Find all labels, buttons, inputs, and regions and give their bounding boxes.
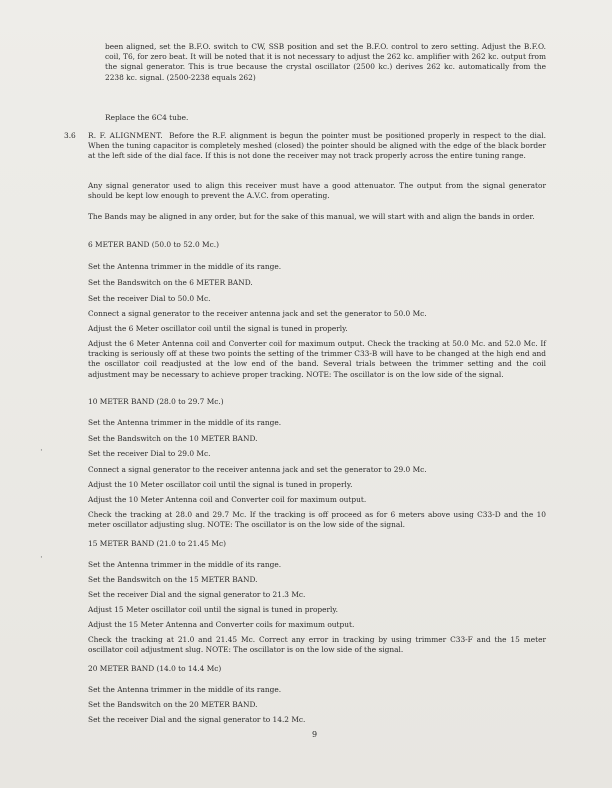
band-15m-step: Adjust 15 Meter oscillator coil until the signal is tuned in properly. <box>88 605 338 614</box>
band-heading-6m: 6 METER BAND (50.0 to 52.0 Mc.) <box>88 240 219 249</box>
band-10m-step: Connect a signal generator to the receiver antenna jack and set the generator to 29.0 Mc. <box>88 465 427 474</box>
rf-alignment-paragraph <box>88 131 546 162</box>
band-heading-10m: 10 METER BAND (28.0 to 29.7 Mc.) <box>88 397 224 406</box>
signal-generator-note: Any signal generator used to align this receiver must have a good attenuator. The output from the signal generator should be kept low enough to prevent the A.V.C. from operating. <box>88 181 546 201</box>
band-15m-step: Check the tracking at 21.0 and 21.45 Mc. Correct any error in tracking by using trimmer C33-F and the 15 meter oscillator coil adjustment slug. NOTE: The oscillator is on the low side of the signal. <box>88 635 546 655</box>
page-number: 9 <box>312 730 318 739</box>
band-10m-step: Set the Bandswitch on the 10 METER BAND. <box>88 434 258 443</box>
band-6m-step: Adjust the 6 Meter Antenna coil and Converter coil for maximum output. Check the tracking at 50.0 Mc. and 52.0 Mc. If tracking is seriously off at these two points the setting of the trimmer C33-B will have to be changed at the high end and the oscillator coil readjusted at the low end of the band. Several trials between the trimmer setting and the coil adjustment may be necessary to achieve proper tracking. NOTE: The oscillator is on the low side of the signal. <box>88 339 546 379</box>
band-15m-step: Set the receiver Dial and the signal generator to 21.3 Mc. <box>88 590 306 599</box>
replace-tube-note: Replace the 6C4 tube. <box>105 113 189 122</box>
band-10m-step: Check the tracking at 28.0 and 29.7 Mc. If the tracking is off proceed as for 6 meters above using C33-D and the 10 meter oscillator adjusting slug. NOTE: The oscillator is on the low side of the signal. <box>88 510 546 530</box>
band-10m-step: Adjust the 10 Meter Antenna coil and Converter coil for maximum output. <box>88 495 367 504</box>
section-number: 3.6 <box>64 131 76 140</box>
section-body: Before the R.F. alignment is begun the pointer must be positioned properly in respect to the dial. When the tuning capacitor is completely meshed (closed) the pointer should be aligned with the edge of the black border at the left side of the dial face. If this is not done the receiver may not track properly across the entire tuning range. <box>88 131 546 161</box>
band-6m-step: Adjust the 6 Meter oscillator coil until the signal is tuned in properly. <box>88 324 348 333</box>
margin-mark: · <box>40 553 43 563</box>
band-6m-step: Set the Antenna trimmer in the middle of its range. <box>88 262 282 271</box>
band-6m-step: Set the receiver Dial to 50.0 Mc. <box>88 294 211 303</box>
band-15m-step: Set the Bandswitch on the 15 METER BAND. <box>88 575 258 584</box>
band-15m-step: Set the Antenna trimmer in the middle of its range. <box>88 560 282 569</box>
band-heading-20m: 20 METER BAND (14.0 to 14.4 Mc) <box>88 664 222 673</box>
band-10m-step: Set the Antenna trimmer in the middle of its range. <box>88 418 282 427</box>
band-15m-step: Adjust the 15 Meter Antenna and Converter coils for maximum output. <box>88 620 355 629</box>
section-title: R. F. ALIGNMENT. <box>88 131 163 140</box>
band-10m-step: Adjust the 10 Meter oscillator coil until the signal is tuned in properly. <box>88 480 353 489</box>
band-6m-step: Connect a signal generator to the receiver antenna jack and set the generator to 50.0 Mc. <box>88 309 427 318</box>
band-20m-step: Set the Bandswitch on the 20 METER BAND. <box>88 700 258 709</box>
band-order-note: The Bands may be aligned in any order, but for the sake of this manual, we will start with and align the bands in order. <box>88 212 535 221</box>
margin-mark: · <box>40 446 43 456</box>
intro-paragraph: been aligned, set the B.F.O. switch to CW, SSB position and set the B.F.O. control to zero setting. Adjust the B.F.O. coil, T6, for zero beat. It will be noted that it is not necessary to adjust the 262 kc. amplifier with 262 kc. output from the signal generator. This is true because the crystal oscillator (2500 kc.) derives 262 kc. automatically from the 2238 kc. signal. (2500-2238 equals 262) <box>105 42 546 82</box>
band-10m-step: Set the receiver Dial to 29.0 Mc. <box>88 449 211 458</box>
band-heading-15m: 15 METER BAND (21.0 to 21.45 Mc) <box>88 539 227 548</box>
band-6m-step: Set the Bandswitch on the 6 METER BAND. <box>88 278 253 287</box>
band-20m-step: Set the Antenna trimmer in the middle of its range. <box>88 685 282 694</box>
band-20m-step: Set the receiver Dial and the signal generator to 14.2 Mc. <box>88 715 306 724</box>
